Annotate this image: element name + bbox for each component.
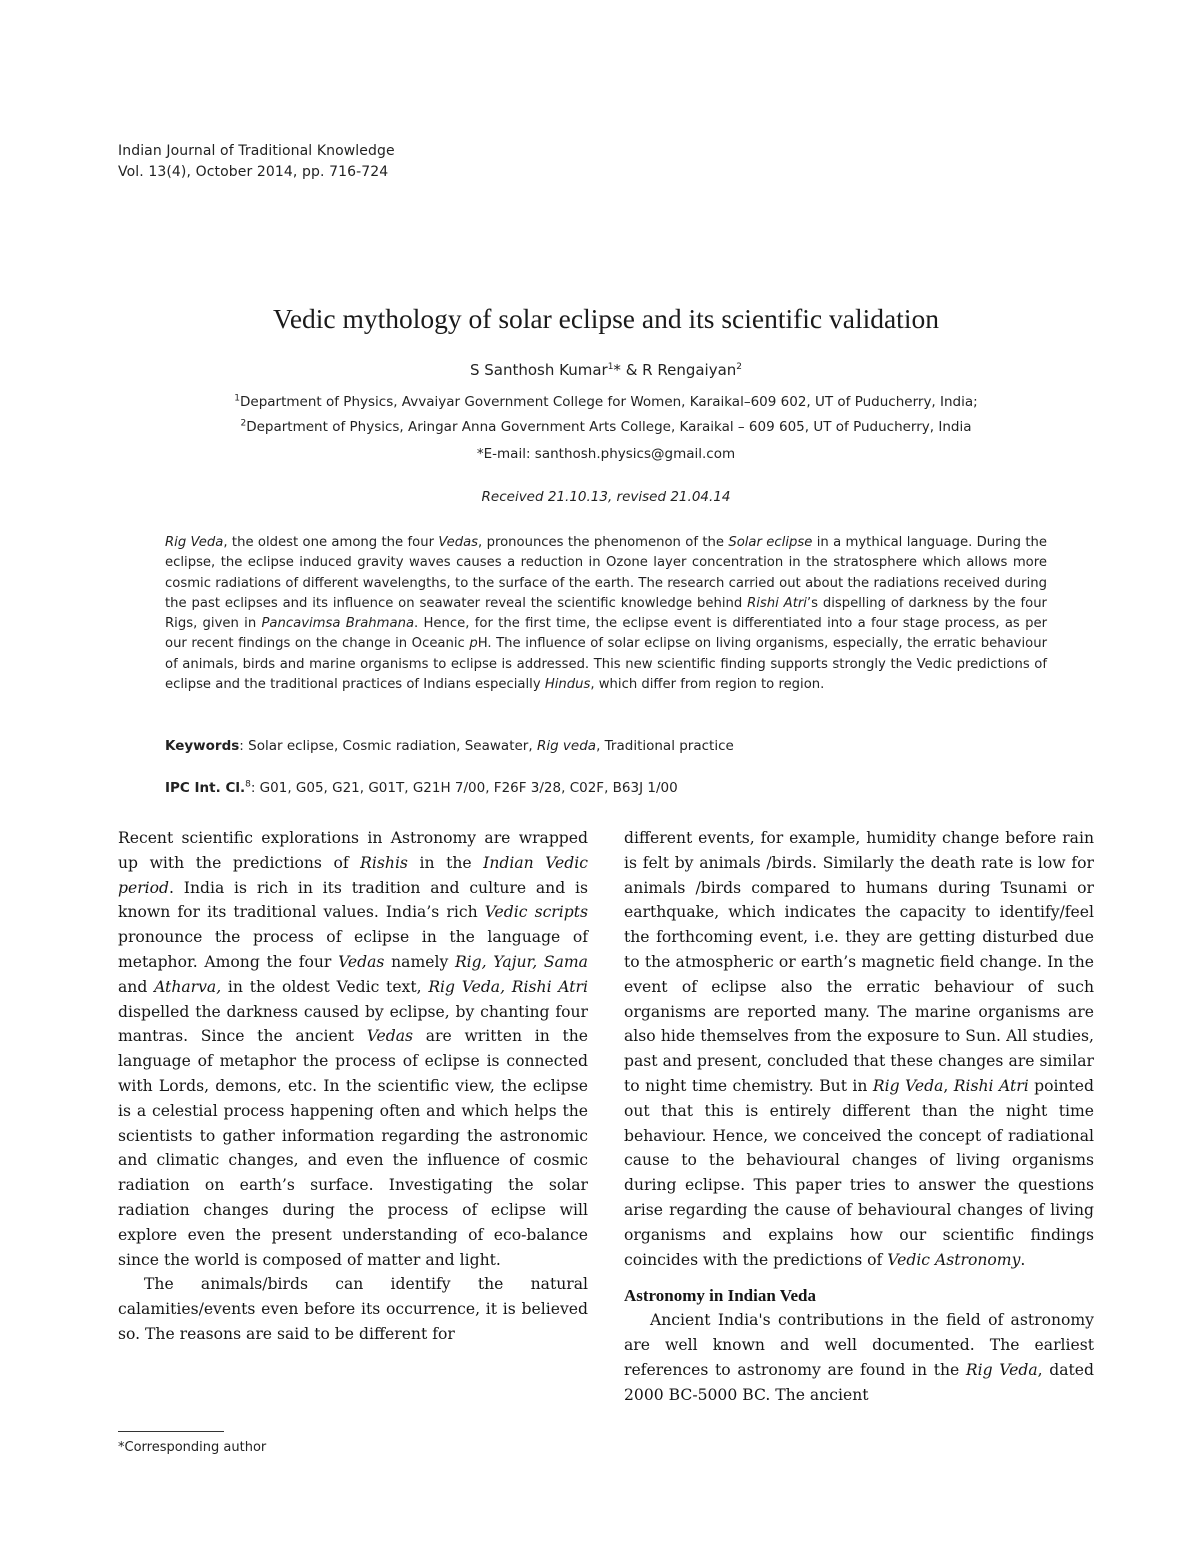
- abstract-italic: Pancavimsa Brahmana: [261, 616, 415, 632]
- received-dates: Received 21.10.13, revised 21.04.14: [481, 489, 731, 505]
- footnote: *Corresponding author: [118, 1440, 267, 1455]
- body-italic: Atharva,: [154, 977, 222, 996]
- body-italic: Vedas: [366, 1027, 414, 1046]
- keywords: [165, 738, 734, 754]
- body-text: in the oldest Vedic text,: [221, 977, 429, 996]
- ipc-label: IPC Int. Cl.: [165, 780, 246, 796]
- left-column: [118, 826, 588, 1347]
- body-text: pronounce the process of eclipse in the language of metaphor. Among the four: [118, 928, 588, 971]
- author-2: R Rengaiyan: [642, 361, 737, 379]
- affiliation-1-text: Department of Physics, Avvaiyar Government College for Women, Karaikal–609 602, UT of Puducherry, India;: [240, 394, 978, 410]
- ipc-classification: [165, 780, 678, 796]
- body-text: are written in the language of metaphor the process of eclipse is connected with Lords, demons, etc. In the scientific view, the eclipse is a celestial process happening often and which helps the scientists to gather information regarding the astronomic and climatic changes, and even the influence of cosmic radiation on earth’s surface. Investigating the solar radiation changes during the process of eclipse will explore even the present understanding of eco-balance since the world is composed of matter and light.: [118, 1027, 588, 1269]
- body-paragraph: [118, 826, 588, 1272]
- abstract-text: . Hence, for the first time, the eclipse event is differentiated into a four stage process, as per our recent findings on the change in Oceanic: [165, 616, 1047, 652]
- paper-title: Vedic mythology of solar eclipse and its scientific validation: [273, 303, 939, 334]
- keywords-text: : Solar eclipse, Cosmic radiation, Seawater,: [239, 738, 537, 754]
- abstract: [165, 533, 1047, 695]
- abstract-text: , which differ from region to region.: [590, 677, 825, 693]
- journal-header: [118, 141, 395, 183]
- body-text: namely: [384, 952, 455, 971]
- body-italic: Vedic scripts: [484, 903, 588, 922]
- affiliation-1: [0, 394, 1200, 410]
- body-text: Recent scientific explorations in Astronomy are wrapped up with the predictions of: [118, 829, 588, 872]
- body-text: , dated 2000 BC-5000 BC. The ancient: [624, 1360, 1095, 1404]
- affiliation-1-mark: 1: [234, 393, 241, 404]
- body-text: . India is rich in its tradition and culture and is known for its traditional values. India’s rich: [118, 878, 588, 922]
- body-italic: Vedas: [338, 952, 385, 971]
- author-2-affiliation: 2: [736, 362, 743, 372]
- keywords-label: Keywords: [165, 738, 240, 754]
- body-text: pointed out that this is entirely different than the night time behaviour. Hence, we conceived the concept of radiational cause to the behavioural changes of living organisms during eclipse. This paper tries to answer the questions arise regarding the cause of behavioural changes of living organisms and explains how our scientific findings coincides with the predictions of: [624, 1076, 1095, 1269]
- body-italic: Rig, Yajur, Sama: [454, 952, 588, 971]
- body-text: .: [1020, 1250, 1026, 1269]
- abstract-text: H: [477, 636, 488, 652]
- corresponding-mark: *: [613, 361, 621, 379]
- body-italic: Rishis: [360, 853, 408, 872]
- body-text: and: [118, 977, 155, 996]
- body-paragraph: [624, 826, 1094, 1272]
- abstract-text: , the oldest one among the four: [223, 535, 439, 550]
- body-italic: Rishi Atri: [953, 1076, 1029, 1095]
- body-italic: Indian Vedic period: [118, 853, 588, 897]
- keywords-text: , Traditional practice: [596, 738, 734, 754]
- abstract-italic: Rig Veda: [165, 535, 224, 550]
- affiliation-2: [0, 419, 1200, 435]
- ipc-codes: : G01, G05, G21, G01T, G21H 7/00, F26F 3/28, C02F, B63J 1/00: [250, 780, 678, 796]
- author-1-affiliation: 1: [607, 362, 614, 372]
- abstract-text: , pronounces the phenomenon of the: [478, 535, 729, 550]
- right-column: [624, 826, 1094, 1408]
- abstract-italic: Solar eclipse: [728, 535, 813, 550]
- author-conjunction: &: [620, 361, 643, 379]
- abstract-italic: Rishi Atri: [747, 595, 807, 611]
- section-heading: Astronomy in Indian Veda: [624, 1286, 816, 1306]
- keywords-italic: Rig veda: [536, 738, 597, 754]
- body-text: Ancient India's contributions in the field of astronomy are well known and well documented. The earliest references to astronomy are found in the: [624, 1311, 1094, 1379]
- abstract-text: ’s dispelling of darkness by the four Rigs, given in: [165, 595, 1047, 632]
- body-italic: Rig Veda: [872, 1076, 944, 1095]
- affiliation-2-text: Department of Physics, Aringar Anna Government Arts College, Karaikal – 609 605, UT of Puducherry, India: [246, 419, 972, 435]
- abstract-italic: Hindus: [544, 677, 591, 693]
- abstract-italic: p: [469, 636, 478, 652]
- body-text: different events, for example, humidity change before rain is felt by animals /birds. Similarly the death rate is low for animals /birds compared to humans during Tsunami or earthquake, which indicates the capacity to identify/feel the forthcoming event, i.e. they are getting disturbed due to the atmospheric or earth’s magnetic field change. In the event of eclipse also the erratic behaviour of such organisms are reported many. The marine organisms are also hide themselves from the exposure to Sun. All studies, past and present, concluded that these changes are similar to night time chemistry. But in: [624, 829, 1094, 1095]
- author-1: S Santhosh Kumar: [469, 361, 608, 379]
- author-line: [0, 361, 1200, 379]
- abstract-text: . The influence of solar eclipse on living organisms, especially, the erratic behaviour of animals, birds and marine organisms to eclipse is addressed. This new scientific finding supports strongly the Vedic predictions of eclipse and the traditional practices of Indians especially: [165, 636, 1047, 693]
- body-italic: Rig Veda: [965, 1360, 1038, 1379]
- body-paragraph: [624, 1308, 1094, 1407]
- journal-name: Indian Journal of Traditional Knowledge: [118, 143, 395, 159]
- body-text: ,: [943, 1076, 954, 1095]
- body-italic: Rig Veda, Rishi Atri: [428, 977, 588, 996]
- abstract-text: in a mythical language. During the eclipse, the eclipse induced gravity waves causes a reduction in Ozone layer concentration in the stratosphere which allows more cosmic radiations of different wavelengths, to the surface of the earth. The research carried out about the radiations received during the past eclipses and its influence on seawater reveal the scientific knowledge behind: [165, 535, 1047, 611]
- body-paragraph: The animals/birds can identify the natural calamities/events even before its occurrence, it is believed so. The reasons are said to be different for: [118, 1275, 588, 1343]
- body-italic: Vedic Astronomy: [887, 1250, 1021, 1269]
- journal-volume: Vol. 13(4), October 2014, pp. 716-724: [118, 164, 389, 180]
- body-text: in the: [407, 853, 484, 872]
- footnote-rule: [118, 1431, 224, 1432]
- abstract-italic: Vedas: [438, 535, 479, 550]
- contact-email: *E-mail: santhosh.physics@gmail.com: [476, 446, 736, 462]
- body-text: dispelled the darkness caused by eclipse, by chanting four mantras. Since the ancient: [118, 1002, 588, 1046]
- affiliation-2-mark: 2: [240, 418, 247, 429]
- ipc-edition: 8: [245, 779, 251, 790]
